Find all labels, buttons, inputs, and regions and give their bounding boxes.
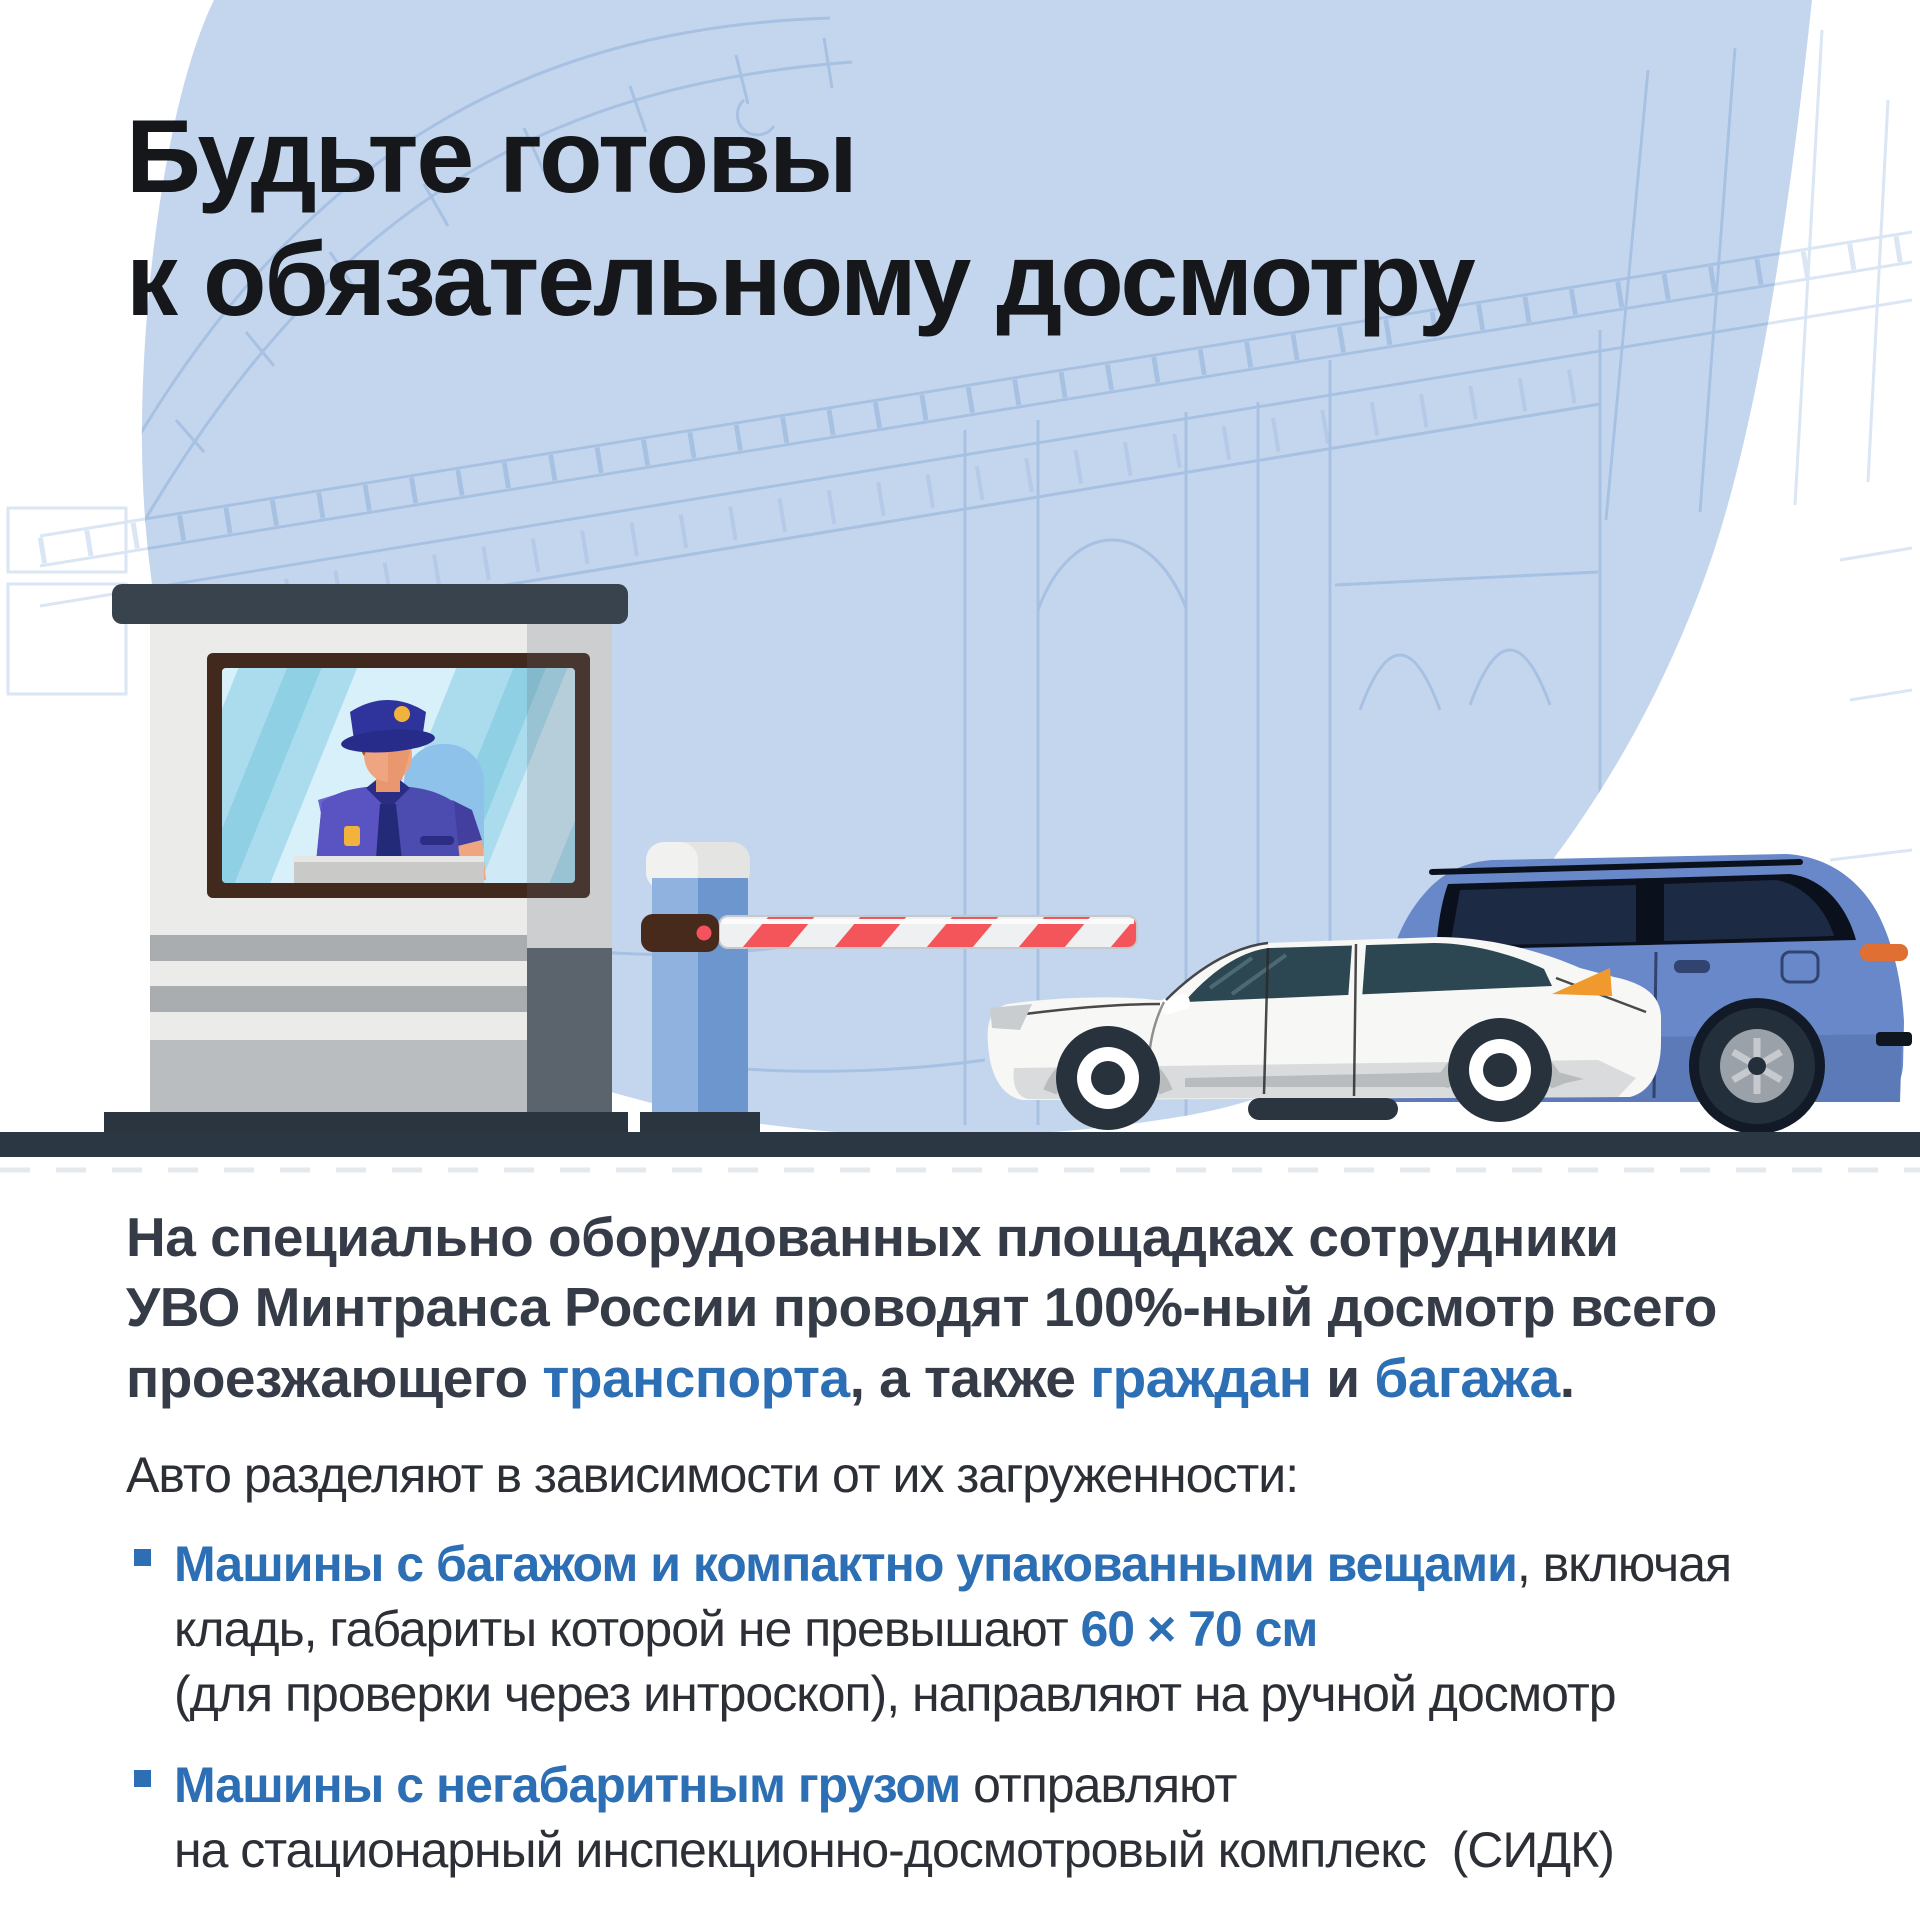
accent-dimensions: 60 × 70 см [1080,1601,1318,1658]
road [0,1132,1920,1157]
bullet-item-baggage: Машины с багажом и компактно упакованными вещами, включая кладь, габариты которой не превышают 60 × 70 см (для проверки через интроскоп), направляют на ручной досмотр [126,1532,1816,1727]
sedan-rear-wheel [1448,1018,1552,1122]
subheading: Авто разделяют в зависимости от их загруженности: [126,1447,1299,1504]
accent-luggage: багажа [1374,1346,1560,1409]
bullet-marker-icon [134,1770,151,1787]
barrier-indicator-light [697,926,712,941]
title-line-2: к обязательному досмотру [126,221,1474,338]
bullet-item-oversized: Машины с негабаритным грузом отправляют на стационарный инспекционно-досмотровый комплекс (СИДК) [126,1753,1816,1883]
intro-line-1: На специально оборудованных площадках сотрудники [126,1206,1619,1268]
sedan-front-wheel [1056,1026,1160,1130]
intro-paragraph [126,1202,1816,1413]
bullet-list [126,1532,1816,1883]
content-section [126,1202,1816,1883]
suv-rear-wheel [1689,998,1825,1134]
intro-line-3: проезжающего транспорта, а также граждан и багажа. [126,1346,1575,1409]
page-title [126,96,1474,341]
intro-line-2: УВО Минтранса России проводят 100%-ный досмотр всего [126,1276,1717,1339]
barrier-arm [719,916,1183,948]
suv-taillight [1860,944,1908,961]
bullet-marker-icon [134,1549,151,1566]
accent-citizens: граждан [1090,1346,1312,1409]
accent-transport: транспорта [542,1346,850,1409]
title-line-1: Будьте готовы [126,99,856,215]
